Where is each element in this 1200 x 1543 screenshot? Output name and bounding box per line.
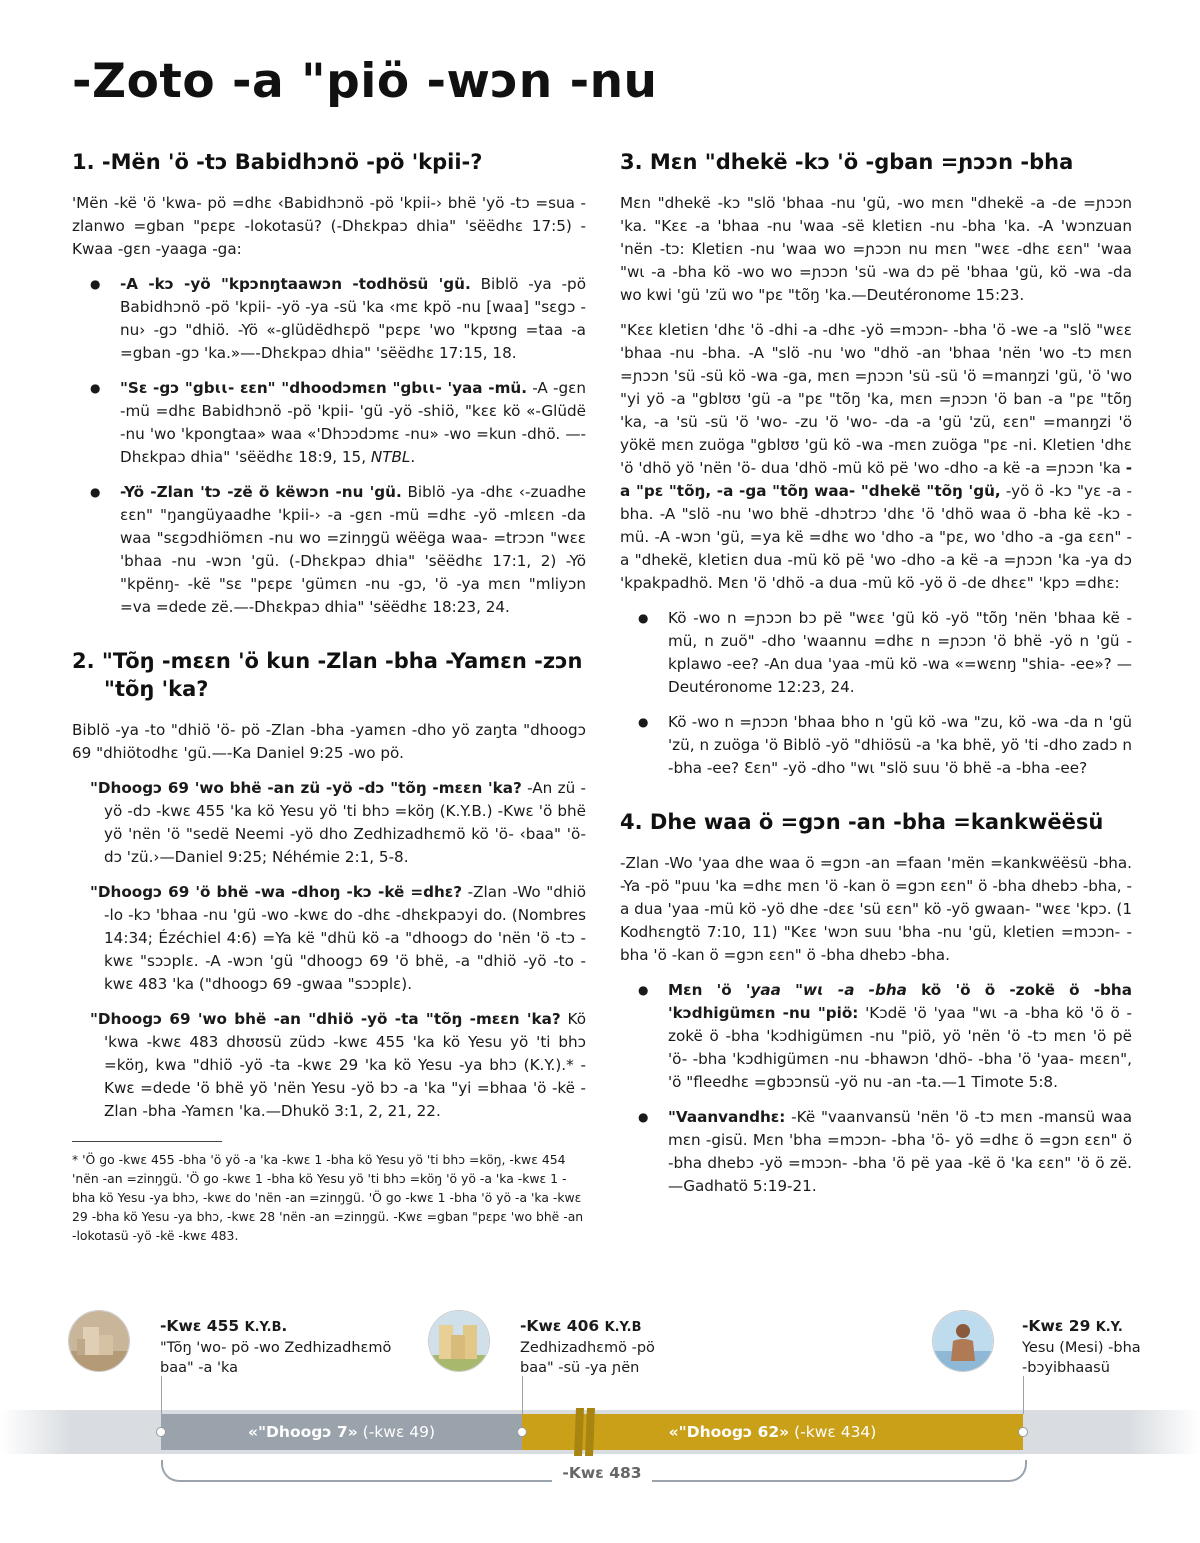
section-4-heading: 4. Dhe waa ö =gɔn -an -bha =kankwëësü (620, 810, 1104, 834)
event-406-label: -Kwɛ 406 K.Y.B Zedhizadhɛmö -pö baa" -sü -ya ɲën (520, 1317, 655, 1376)
baptism-illustration (932, 1310, 994, 1372)
list-item: ● Kö -wo n =ɲɔɔn bɔ pë "wɛɛ 'gü kö -yö "tõŋ 'nën 'bhaa kë -mü, n zuö" -dho 'waannu =dhɛ n =ɲɔɔn 'ö bhë -yö n 'gü -kplawo -ee? -An dua 'yaa -mü kö -wa «=wɛnŋ "shia- -ee»? —Deutéronome 12:23, 24. (638, 607, 1132, 699)
section-1-heading: 1. -Mën 'ö -tɔ Babidhɔnö -pö 'kpii-? (72, 150, 483, 174)
section-4-list (620, 979, 1132, 1198)
item-lead: -Yö -Zlan 'tɔ -zë ö këwɔn -nu 'gü. (120, 483, 402, 501)
timeline-dot (156, 1427, 166, 1437)
section-1-intro: 'Mën -kë 'ö 'kwa- pö =dhɛ ‹Babidhɔnö -pö 'kpii-› bhë 'yö -tɔ =sua -zlanwo =gban "pɛpɛ -lokotasü? (-Dhɛkpaɔ dhia" 'sëëdhɛ 17:5) -Kwaa -gɛn -yaaga -ga: (72, 194, 586, 258)
total-years-label: -Kwɛ 483 (552, 1464, 652, 1482)
section-1-list (72, 273, 586, 619)
sub-paragraph: "Dhoogɔ 69 'wo bhë -an "dhiö -yö -ta "tõŋ -mɛɛn 'ka? Kö 'kwa -kwɛ 483 dhʊʊsü züdɔ -kwɛ 455 'ka kö Yesu yö 'ti bhɔ =köŋ, kwa "dhiö -yö -ta -kwɛ 29 'ka kö Yesu -ya bhɔ (K.Y.).* -Kwɛ =dede 'ö bhë yö 'nën Yesu -yö bɔ -a 'ka "yi =bhaa 'ö -kë -Zlan -bha -Yamɛn 'ka.—Dhukö 3:1, 2, 21, 22. (90, 1010, 586, 1120)
event-29-label: -Kwɛ 29 K.Y. Yesu (Mesi) -bha -bɔyibhaasü (1022, 1317, 1141, 1376)
section-4-intro: -Zlan -Wo 'yaa dhe waa ö =gɔn -an =faan 'mën =kankwëësü -bha. -Ya -pö "puu 'ka =dhɛ mɛn 'ö -kan ö =gɔn ɛɛn" ö -bha dhebɔ -bha, -a dua 'yaa -mü kö -yö dhe -dɛɛ 'sü ɛɛn" kö -yö gwaan- "wɛɛ 'kpɔ. (1 Kodhɛngtö 7:10, 11) "Kɛɛ 'wɔn suu 'bha -nu 'gü, kletien =mɔɔn- -bha 'ö -kan ö =gɔn ɛɛn" ö -bha dhebɔ -bha. (620, 854, 1132, 964)
section-2-intro: Biblö -ya -to "dhiö 'ö- pö -Zlan -bha -yamɛn -dho yö zaŋta "dhoogɔ 69 "dhiötodhɛ 'gü.—-Ka Daniel 9:25 -wo pö. (72, 721, 586, 762)
list-item: ● Kö -wo n =ɲɔɔn 'bhaa bho n 'gü kö -wa "zu, kö -wa -da n 'gü 'zü, n zuöga 'ö Biblö -yö "dhiösü -a 'ka bhë, yö 'ti -dho zadɔ n -bha -ee? Ɛɛn" -yö -dho "wɩ "slö suu 'ö bhë -a -bha -ee? (638, 711, 1132, 780)
segment-sixty-two-weeks: «"Dhoogɔ 62» (-kwɛ 434) (522, 1414, 1023, 1450)
section-3-para-2: "Kɛɛ kletiɛn 'dhɛ 'ö -dhi -a -dhɛ -yö =mɔɔn- -bha 'ö -we -a "slö "wɛɛ 'bhaa -nu -bha. -A "slö -nu 'wo "dhö -an 'bhaa 'nën 'wo -tɔ mɛn =ɲɔɔn 'sü -sü kö -wa -ga, mɛn =ɲɔɔn 'sü -sü 'ö =manŋzi 'gü, 'ö 'wo "yi yö -a "gblʊʊ 'gü -a "pɛ "tõŋ 'ka, mɛn =ɲɔɔn 'ö ban -a "pɛ "tõŋ 'ka, -a 'sü -sü 'ö 'wo- -zu 'ö 'wo- -da -a 'gü 'zü, ɛɛn" =manŋzi 'ö yökë mɛn zuöga "gblʊʊ 'gü kö -wa -mɛn zuöga "pɛ -ni. Kletien 'dhɛ 'ö 'dhö yö 'nën 'ö- dua 'dhö -mü kö pë 'wo -dho -a kë -a =ɲɔɔn 'ka -a "pɛ "tõŋ, -a -ga "tõŋ waa- "dhekë "tõŋ 'gü, -yö ö -kɔ "yɛ -a -bha. -A "slö -nu 'wo bhë -dhɔtrɔɔ 'dhɛ 'ö 'dhö waa ö -bha kë -kɔ -mü. -A -wɔn 'gü, =ya kë =dhɛ wo 'dho -a "pɛ, wo 'dho -a -ga ɛɛn" -a "dhekë, kletiɛn dua -mü kö pë 'wo -dho -a kë -a =ɲɔɔn 'ka -ya dɔ 'kpakpadhö. Mɛn 'ö 'dhö -a dua -mü kö -yö ö -de dhɛɛ" 'kpɔ =dhɛ: (620, 321, 1132, 592)
list-item: ● -Yö -Zlan 'tɔ -zë ö këwɔn -nu 'gü. Biblö -ya -dhɛ ‹-zuadhe ɛɛn" "ŋangüyaadhe 'kpii-› -a -gɛn -mü =dhɛ -yö -mlɛɛn -da waa "sɛgɔdhiömɛn -nu wo =zinŋgü wëëga waa- =trɔɔn "wɛɛ 'bhaa -nu -wɔn 'gü. (-Dhɛkpaɔ dhia" 'sëëdhɛ 17:1, 2) -Yö "kpënŋ- -kë "sɛ "pɛpɛ 'gümɛn -nu -gɔ, 'ö -ya mɛn "mliyɔn =va =dede zë.—-Dhɛkpaɔ dhia" 'sëëdhɛ 18:23, 24. (90, 481, 586, 619)
right-column (620, 148, 1132, 1212)
list-item: ● -A -kɔ -yö "kpɔnŋtaawɔn -todhösü 'gü. Biblö -ya -pö Babidhɔnö -pö 'kpii- -yö -ya -sü 'ka ‹mɛ kpö -nu [waa] "sɛgɔ -nu› -gɔ "dhiö. -Yö «-glüdëdhɛpö "pɛpɛ 'wo "kpʊng =taa -a =gban -gɔ 'ka.»—-Dhɛkpaɔ dhia" 'sëëdhɛ 17:15, 18. (90, 273, 586, 365)
city-ruins-illustration (68, 1310, 130, 1372)
section-3-para-1: Mɛn "dhekë -kɔ "slö 'bhaa -nu 'gü, -wo mɛn "dhekë -a -de =ɲɔɔn 'ka. "Kɛɛ -a 'bhaa -nu 'waa -së kletiɛn -nu -bha 'ka. -A 'wɔnzuan 'nën -tɔ: Kletiɛn -nu 'waa wo =ɲɔɔn nu mɛn "wɛɛ -dhɛ ɛɛn" 'waa "wɩ -a -bha kö -wo wo =ɲɔɔn 'sü -wa dɔ pë 'bhaa 'gü, kö -wa -da wo kwi 'gü 'zü wo "pɛ "tõŋ 'ka.—Deutéronome 15:23. (620, 194, 1132, 304)
timeline-dot (1018, 1427, 1028, 1437)
timeline-dot (517, 1427, 527, 1437)
footnote-divider (72, 1141, 222, 1142)
item-lead: -A -kɔ -yö "kpɔnŋtaawɔn -todhösü 'gü. (120, 275, 471, 293)
section-3-heading: 3. Mɛn "dhekë -kɔ 'ö -gban =ɲɔɔn -bha (620, 150, 1074, 174)
item-lead: "Sɛ -gɔ "gbɩɩ- ɛɛn" "dhoodɔmɛn "gbɩɩ- 'yaa -mü. (120, 379, 527, 397)
section-3-list (620, 607, 1132, 780)
break-marker-icon (572, 1408, 598, 1456)
sub-paragraph: "Dhoogɔ 69 'wo bhë -an zü -yö -dɔ "tõŋ -mɛɛn 'ka? -An zü -yö -dɔ -kwɛ 455 'ka kö Yesu yö 'ti bhɔ =köŋ (K.Y.B.) -Kwɛ 'ö bhë yö 'nën 'ö "sedë Neemi -yö dho Zedhizadhɛmö kö 'ö- ‹baa" 'ö-dɔ 'zü.›—Daniel 9:25; Néhémie 2:1, 5-8. (90, 779, 586, 866)
page-title: -Zoto -a "piö -wɔn -nu (72, 54, 658, 109)
sub-paragraph: "Dhoogɔ 69 'ö bhë -wa -dhoŋ -kɔ -kë =dhɛ? -Zlan -Wo "dhiö -lo -kɔ 'bhaa -nu 'gü -wo -kwɛ do -dhɛ -dhɛkpaɔyi do. (Nombres 14:34; Ézéchiel 4:6) =Ya kë "dhü kö -a "dhoogɔ do 'nën 'ö -tɔ -kwɛ "sɔɔplɛ. -A -wɔn 'gü "dhoogɔ 69 'ö bhë, -a "dhiö -yö -to -kwɛ 483 'ka ("dhoogɔ 69 -gwaa "sɔɔplɛ). (90, 883, 586, 993)
segment-seven-weeks: «"Dhoogɔ 7» (-kwɛ 49) (161, 1414, 522, 1450)
left-column (72, 148, 586, 1245)
event-455-label: -Kwɛ 455 K.Y.B. "Tõŋ 'wo- pö -wo Zedhizadhɛmö baa" -a 'ka (160, 1317, 392, 1376)
timeline (0, 1300, 1200, 1500)
section-2-heading: 2. "Tõŋ -mɛɛn 'ö kun -Zlan -bha -Yamɛn -zɔn "tõŋ 'ka? (72, 649, 583, 701)
list-item: ● Mɛn 'ö 'yaa "wɩ -a -bha kö 'ö ö -zokë ö -bha 'kɔdhigümɛn -nu "piö: 'Kɔdë 'ö 'yaa "wɩ -a -bha kö 'ö ö -zokë ö -bha 'kɔdhigümɛn -nu "piö, yö 'nën 'ö -tɔ mɛn 'ö pë 'ö- -bha 'kɔdhigümɛn -nu -bhawɔn 'dhö- -bha 'ö 'yaa- mɛɛn", 'ö "fleedhɛ =gbɔɔnsü -yö nu -an -ta.—1 Timote 5:8. (638, 979, 1132, 1094)
list-item: ● "Vaanvandhɛ: -Kë "vaanvansü 'nën 'ö -tɔ mɛn -mansü waa mɛn -gisü. Mɛn 'bha =mɔɔn- -bha 'ö- yö =dhɛ ö =gɔn ɛɛn" ö -bha dhebɔ -yö =mɔɔn- -bha 'ö pë yaa -kë ö 'ka ɛɛn" 'ö ö zë. —Gadhatö 5:19-21. (638, 1106, 1132, 1198)
footnote: * 'Ö go -kwɛ 455 -bha 'ö yö -a 'ka -kwɛ 1 -bha kö Yesu yö 'ti bhɔ =köŋ, -kwɛ 454 'nën -an =zinŋgü. 'Ö go -kwɛ 1 -bha kö Yesu yö 'ti bhɔ =köŋ 'ö yö -a 'ka -kwɛ 1 -bha kö Yesu -ya bhɔ, -kwɛ do 'nën -an =zinŋgü. 'Ö go -kwɛ 1 -bha 'ö yö -a 'ka -kwɛ 29 -bha kö Yesu -ya bhɔ, -kwɛ 28 'nën -an =zinŋgü. -Kwɛ =gban "pɛpɛ 'wo bhë -an -lokotasü -yö -kë -kwɛ 483. (72, 1152, 584, 1243)
list-item: ● "Sɛ -gɔ "gbɩɩ- ɛɛn" "dhoodɔmɛn "gbɩɩ- 'yaa -mü. -A -gɛn -mü =dhɛ Babidhɔnö -pö 'kpii- 'gü -yö -shiö, "kɛɛ kö «-Glüdë -nu 'wo 'kpongtaa» waa «'Dhɔɔdɔmɛ -nu» -wo =kun -dhö. —-Dhɛkpaɔ dhia" 'sëëdhɛ 18:9, 15, NTBL. (90, 377, 586, 469)
city-walls-illustration (428, 1310, 490, 1372)
